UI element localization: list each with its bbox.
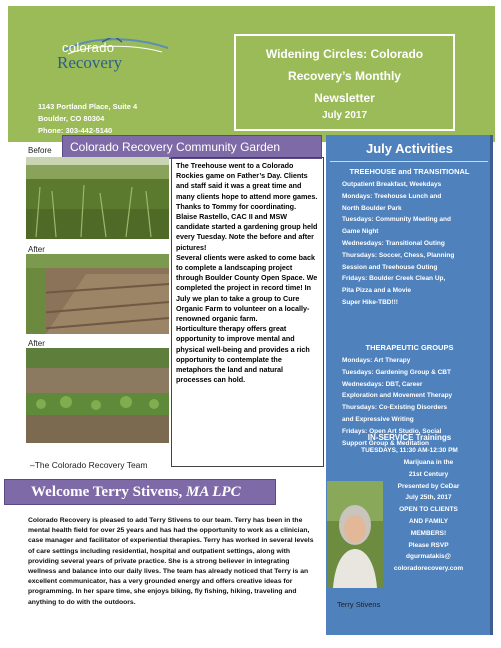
garden-before-photo — [26, 157, 169, 239]
schedule-line: Fridays: Boulder Creek Clean Up, — [342, 275, 446, 283]
after-label: After — [28, 245, 45, 254]
garden-paragraph: Horticulture therapy offers great opportunity to improve mental and physical well-being and provides a rich opportunity to contemplate the metaphors the land and natural processes can hold. — [176, 324, 310, 385]
terry-photo-caption: Terry Stivens — [337, 600, 381, 609]
schedule-line: Tuesdays: Gardening Group & CBT — [342, 368, 451, 376]
welcome-section-heading — [4, 479, 276, 505]
schedule-line: Mondays: Treehouse Lunch and — [342, 192, 442, 200]
newsletter-title-line: Newsletter — [314, 91, 375, 105]
garden-paragraph: The Treehouse went to a Colorado Rockies game on Father’s Day. Clients and staff said it was a great time and many clients hope to attend more games. Thanks to Tommy for coordinating. — [176, 161, 318, 211]
schedule-line: Super Hike-TBD!!! — [342, 298, 398, 306]
logo-text-recovery: Recovery — [57, 53, 123, 72]
schedule-line: Tuesdays: Community Meeting and — [342, 216, 451, 224]
schedule-line: Game Night — [342, 228, 379, 236]
schedule-line: Pita Pizza and a Movie — [342, 287, 411, 295]
garden-after-photo — [26, 348, 169, 443]
garden-paragraph: Several clients were asked to come back to complete a landscaping project through Boulder County Open Space. We completed the project in record time! In July we plan to take a group to Cure Organic Farm to volunteer on a locally-renowned organic farm. — [176, 252, 318, 324]
garden-paragraph: Blaise Rastello, CAC II and MSW candidate started a gardening group held every Tuesday. Note the before and after pictures! — [176, 212, 318, 252]
rsvp-email: coloradorecovery.com — [393, 565, 464, 573]
newsletter-title-line: Recovery’s Monthly — [288, 69, 401, 83]
terry-stivens-photo — [327, 481, 383, 588]
sidebar-title: July Activities — [366, 141, 453, 156]
inservice-line: July 25th, 2017 — [405, 494, 452, 502]
schedule-line: Exploration and Movement Therapy — [342, 392, 453, 400]
schedule-line: North Boulder Park — [342, 204, 402, 212]
newsletter-title-line: Widening Circles: Colorado — [265, 47, 424, 61]
schedule-line: Mondays: Art Therapy — [342, 357, 411, 364]
garden-heading-text: Colorado Recovery Community Garden — [70, 140, 281, 154]
inservice-line: Please RSVP — [408, 541, 449, 549]
inservice-details — [326, 445, 493, 457]
newsletter-title-box — [234, 34, 455, 131]
therapeutic-section-title: THERAPEUTIC GROUPS — [365, 343, 454, 352]
schedule-line: Thursdays: Soccer, Chess, Planning — [342, 251, 455, 259]
inservice-line: 21st Century — [408, 470, 449, 478]
address-line: Boulder, CO 80304 — [38, 114, 105, 123]
team-signature: –The Colorado Recovery Team — [30, 460, 148, 470]
schedule-line: Fridays: Open Art Studio, Social — [342, 427, 442, 435]
address-line: 1143 Portland Place, Suite 4 — [38, 102, 138, 111]
welcome-heading-credential: MA LPC — [185, 484, 241, 500]
treehouse-schedule — [342, 179, 490, 309]
schedule-line: and Expressive Writing — [342, 415, 414, 423]
newsletter-header — [8, 6, 495, 142]
garden-article-text — [171, 157, 324, 467]
inservice-line: Presented by CeDar — [397, 482, 460, 490]
garden-section-heading — [62, 135, 322, 159]
inservice-section-title: IN-SERVICE Trainings — [367, 433, 452, 442]
sidebar-divider — [330, 161, 488, 162]
after-label: After — [28, 339, 45, 348]
inservice-line: AND FAMILY — [408, 517, 449, 525]
before-label: Before — [28, 146, 52, 155]
phone-line: Phone: 303-442-5140 — [38, 126, 113, 135]
rsvp-email: dgurmatakis@ — [406, 553, 451, 561]
schedule-line: Session and Treehouse Outing — [342, 263, 438, 271]
schedule-line: Wednesdays: DBT, Career — [342, 380, 423, 388]
newsletter-date: July 2017 — [321, 110, 368, 121]
inservice-line: OPEN TO CLIENTS — [399, 506, 458, 514]
treehouse-section-title: TREEHOUSE and TRANSITIONAL — [349, 167, 470, 176]
schedule-line: Wednesdays: Transitional Outing — [342, 239, 445, 247]
welcome-heading-name: Welcome Terry Stivens, — [31, 484, 183, 500]
address-block — [38, 101, 137, 137]
logo-text-colorado: colorado — [62, 40, 115, 55]
inservice-line: Marijuana in the — [403, 459, 454, 466]
schedule-line: Outpatient Breakfast, Weekdays — [342, 181, 442, 188]
garden-after-photo — [26, 254, 169, 334]
welcome-article-text: Colorado Recovery is pleased to add Terry Stivens to our team. Terry has been in the mental health field for over 25 years and has had the opportunity to work as a clinician, case manager and facilitator of experiential therapies. Terry has worked in several levels of care settings including residential, hospital and outpatient settings, along with providing several years of private practice. She is a strong believer in integrating wellness and balance into our daily lives. The team has already noticed that Terry is an excellent communicator, has a very grounded energy and offers creative ideas for programming. In her spare time, she enjoys biking, fly fishing, hiking, traveling and anything to do with the outdoors. — [28, 517, 314, 606]
inservice-line: TUESDAYS, 11:30 AM-12:30 PM — [361, 447, 458, 454]
inservice-line: MEMBERS! — [410, 529, 447, 537]
schedule-line: Support Group & Meditation — [342, 439, 430, 447]
welcome-heading-text — [31, 484, 241, 501]
schedule-line: Thursdays: Co-Existing Disorders — [342, 404, 448, 412]
inservice-details-indented — [364, 457, 493, 575]
